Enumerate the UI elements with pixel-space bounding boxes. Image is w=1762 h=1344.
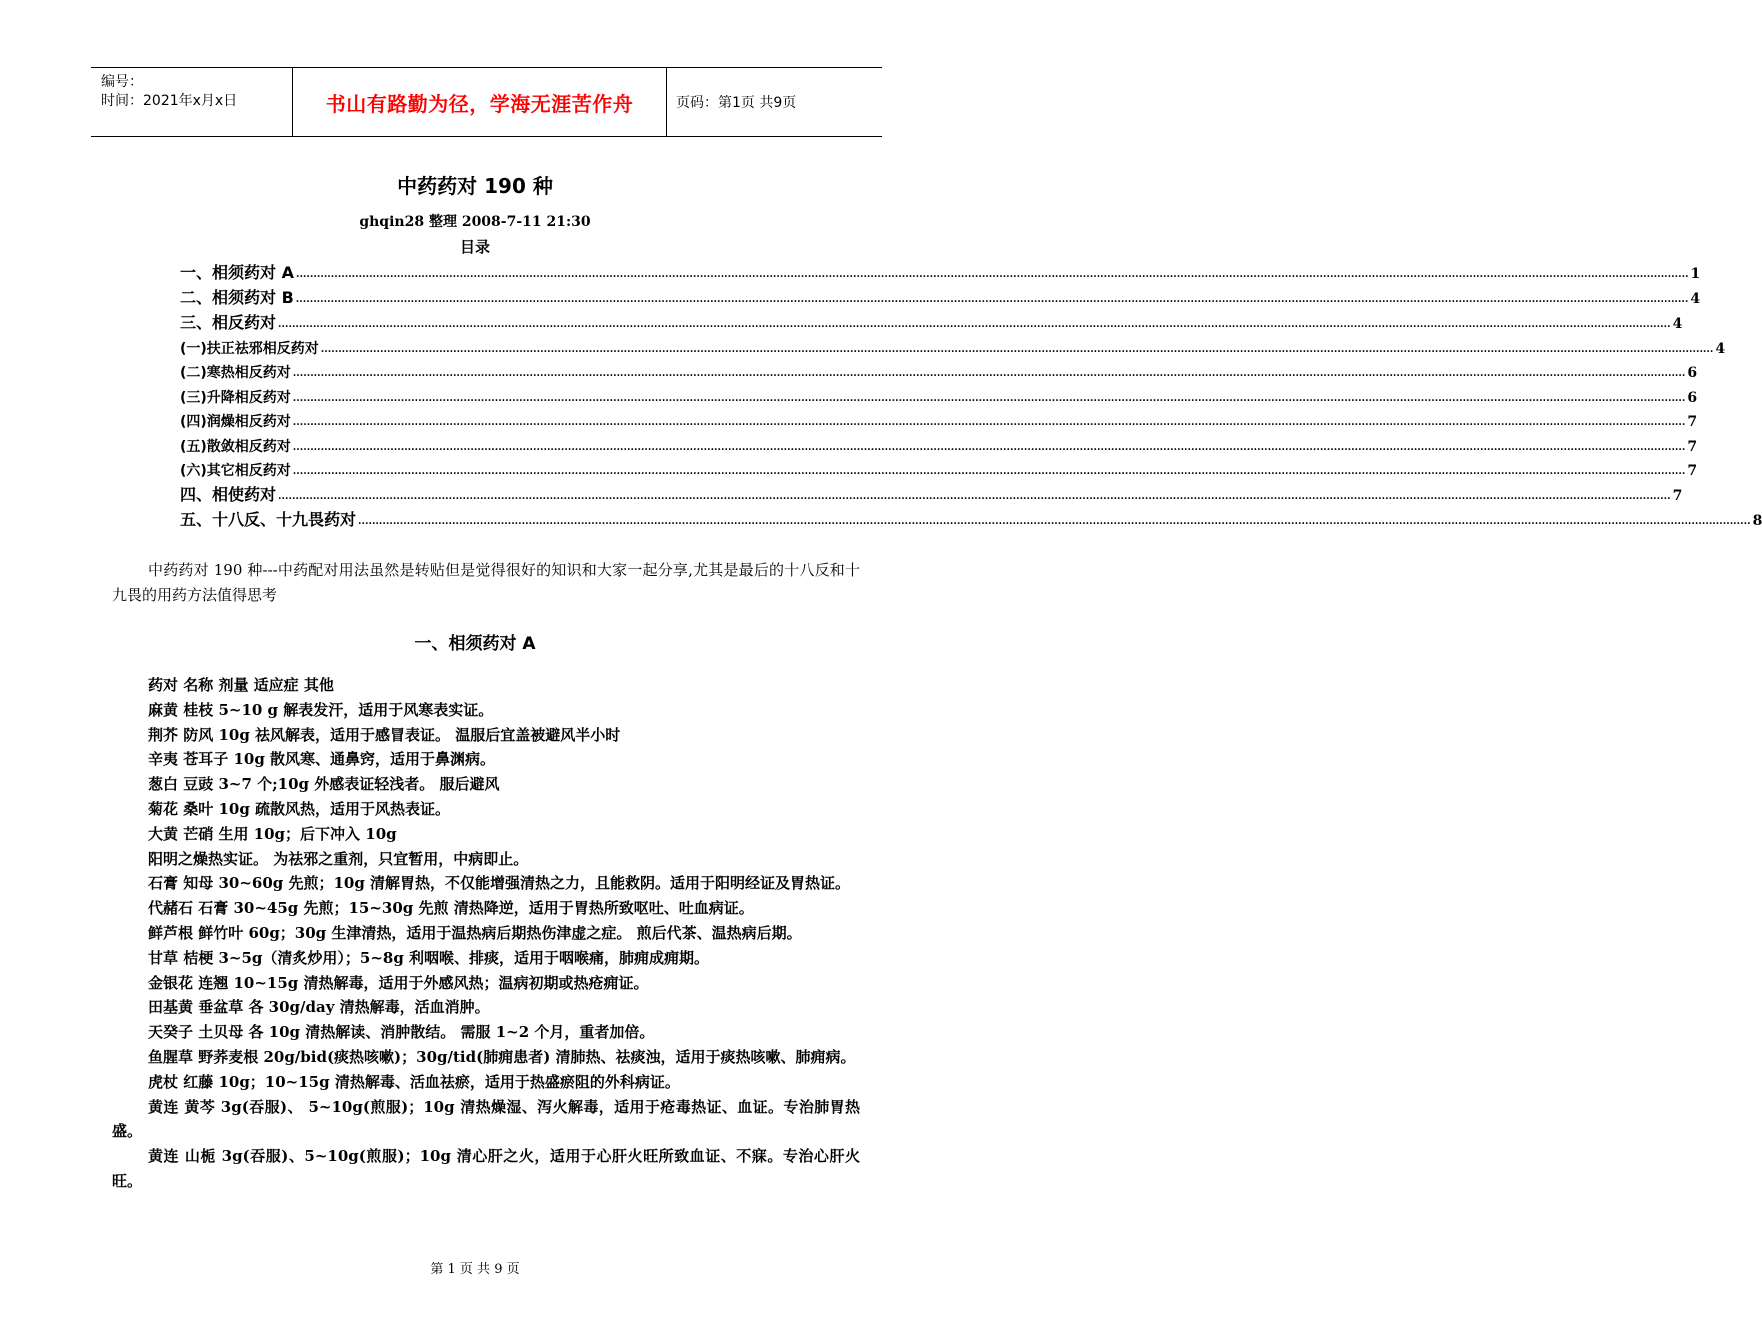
toc-entry-page: 6 — [1687, 389, 1698, 406]
document-subtitle: ghqin28 整理 2008-7-11 21:30 — [359, 214, 591, 230]
toc-entry[interactable] — [180, 358, 1698, 383]
body-paragraph: 荆芥 防风 10g 祛风解表，适用于感冒表证。 温服后宜盖被避风半小时 — [148, 725, 621, 744]
header-page-cell — [666, 68, 882, 136]
toc-entry-label: (二)寒热相反药对 — [180, 365, 291, 381]
toc-entry-page: 4 — [1672, 316, 1683, 332]
toc-leader-dots: ................................................................................................................................................................................................................................................................................................................................................................................................................ — [295, 269, 1689, 280]
toc-leader-dots: ................................................................................................................................................................................................................................................................................................................................................................................................................ — [278, 319, 1671, 330]
motto: 书山有路勤为径，学海无涯苦作舟 — [325, 91, 634, 116]
toc-entry-page: 8 — [1752, 513, 1762, 529]
body-paragraph: 鱼腥草 野荞麦根 20g/bid(痰热咳嗽)；30g/tid(肺痈患者) 清肺热、祛痰浊，适用于痰热咳嗽、肺痈病。 — [148, 1047, 856, 1066]
toc-entry-page: 1 — [1690, 266, 1701, 282]
section-heading: 一、相须药对 A — [414, 634, 536, 654]
section-body — [112, 673, 860, 1194]
toc-leader-dots: ................................................................................................................................................................................................................................................................................................................................................................................................................ — [292, 466, 1686, 477]
body-paragraph: 麻黄 桂枝 5~10 g 解表发汗，适用于风寒表实证。 — [148, 700, 494, 719]
toc-leader-dots: ................................................................................................................................................................................................................................................................................................................................................................................................................ — [295, 294, 1689, 305]
body-paragraph: 黄连 黄芩 3g(吞服)、 5~10g(煎服)；10g 清热燥湿、泻火解毒，适用于疮毒热证、血证。专治肺胃热盛。 — [112, 1097, 860, 1141]
toc-entry[interactable] — [180, 505, 1762, 530]
body-paragraph: 黄连 山栀 3g(吞服)、5~10g(煎服)；10g 清心肝之火，适用于心肝火旺所致血证、不寐。专治心肝火旺。 — [112, 1147, 860, 1190]
toc-entry[interactable] — [180, 382, 1698, 407]
page-footer: 第 1 页 共 9 页 — [430, 1262, 520, 1277]
toc-entry[interactable] — [180, 431, 1698, 456]
toc-entry-label: 四、相使药对 — [180, 485, 277, 504]
toc-entry-label: 五、十八反、十九畏药对 — [180, 510, 357, 529]
toc-entry[interactable] — [180, 258, 1701, 283]
header-table — [91, 67, 882, 137]
toc-entry-page: 7 — [1687, 463, 1698, 479]
body-paragraph: 甘草 桔梗 3~5g（清炙炒用）；5~8g 利咽喉、排痰，适用于咽喉痛，肺痈成痈期。 — [148, 948, 710, 967]
toc-entry-label: (五)散敛相反药对 — [180, 438, 291, 455]
toc-entry-label: 一、相须药对 A — [180, 263, 294, 282]
document-title: 中药药对 190 种 — [397, 174, 553, 198]
toc-entry[interactable] — [180, 407, 1698, 432]
toc-entry[interactable] — [180, 283, 1701, 308]
body-paragraph: 金银花 连翘 10~15g 清热解毒，适用于外感风热；温病初期或热疮痈证。 — [148, 973, 649, 992]
body-paragraph: 大黄 芒硝 生用 10g；后下冲入 10g — [148, 824, 397, 843]
body-paragraph: 代赭石 石膏 30~45g 先煎；15~30g 先煎 清热降逆，适用于胃热所致呕吐、吐血病证。 — [148, 899, 754, 918]
header-motto-cell — [292, 68, 667, 136]
toc-entry[interactable] — [180, 480, 1683, 505]
toc-heading: 目录 — [459, 238, 490, 256]
toc-leader-dots: ................................................................................................................................................................................................................................................................................................................................................................................................................ — [292, 368, 1686, 379]
body-paragraph: 葱白 豆豉 3~7 个;10g 外感表证轻浅者。 服后避风 — [148, 775, 500, 794]
toc-entry[interactable] — [180, 333, 1726, 358]
toc-entry-label: (三)升降相反药对 — [180, 389, 291, 406]
body-paragraph: 田基黄 垂盆草 各 30g/day 清热解毒，活血消肿。 — [148, 998, 490, 1017]
number-label: 编号： — [101, 74, 143, 90]
toc-leader-dots: ................................................................................................................................................................................................................................................................................................................................................................................................................ — [292, 392, 1686, 404]
time-label: 时间：2021年x月x日 — [101, 93, 238, 109]
body-paragraph: 药对 名称 剂量 适应症 其他 — [148, 676, 334, 694]
toc-entry-label: 三、相反药对 — [180, 313, 277, 332]
body-paragraph: 石膏 知母 30~60g 先煎；10g 清解胃热，不仅能增强清热之力，且能救阴。适用于阳明经证及胃热证。 — [148, 874, 851, 893]
intro-paragraph: 中药药对 190 种---中药配对用法虽然是转贴但是觉得很好的知识和大家一起分享,尤其是最后的十八反和十九畏的用药方法值得思考 — [112, 561, 860, 604]
toc-entry-label: (一)扶正祛邪相反药对 — [180, 340, 319, 357]
toc-entry-page: 7 — [1687, 414, 1698, 430]
toc-entry-label: (四)润燥相反药对 — [180, 414, 291, 430]
body-paragraph: 辛夷 苍耳子 10g 散风寒、通鼻窍，适用于鼻渊病。 — [148, 750, 496, 769]
toc-leader-dots: ................................................................................................................................................................................................................................................................................................................................................................................................................ — [292, 441, 1686, 453]
toc-leader-dots: ................................................................................................................................................................................................................................................................................................................................................................................................................ — [278, 491, 1671, 502]
toc-entry[interactable] — [180, 308, 1683, 333]
toc-entry-page: 4 — [1715, 340, 1726, 357]
body-paragraph: 菊花 桑叶 10g 疏散风热，适用于风热表证。 — [148, 799, 451, 818]
toc-entry[interactable] — [180, 456, 1698, 481]
body-paragraph: 天癸子 土贝母 各 10g 清热解读、消肿散结。 需服 1~2 个月，重者加倍。 — [148, 1023, 655, 1042]
toc-entry-label: (六)其它相反药对 — [180, 463, 291, 479]
toc-entry-page: 4 — [1690, 291, 1701, 307]
toc-entry-label: 二、相须药对 B — [180, 288, 294, 307]
body-paragraph: 虎杖 红藤 10g；10~15g 清热解毒、活血祛瘀，适用于热盛瘀阻的外科病证。 — [148, 1072, 680, 1091]
toc-entry-page: 7 — [1687, 438, 1698, 455]
table-of-contents — [180, 258, 1762, 530]
toc-leader-dots: ................................................................................................................................................................................................................................................................................................................................................................................................................ — [292, 417, 1686, 428]
page-label: 页码：第1页 共9页 — [676, 95, 797, 111]
toc-leader-dots: ................................................................................................................................................................................................................................................................................................................................................................................................................ — [358, 516, 1751, 527]
toc-entry-page: 6 — [1687, 365, 1698, 381]
toc-entry-page: 7 — [1672, 488, 1683, 504]
header-left-cell — [91, 68, 292, 136]
body-paragraph: 阳明之燥热实证。 为祛邪之重剂，只宜暂用，中病即止。 — [148, 849, 529, 868]
toc-leader-dots: ................................................................................................................................................................................................................................................................................................................................................................................................................ — [320, 343, 1714, 355]
body-paragraph: 鲜芦根 鲜竹叶 60g；30g 生津清热，适用于温热病后期热伤津虚之症。 煎后代茶、温热病后期。 — [148, 923, 802, 942]
